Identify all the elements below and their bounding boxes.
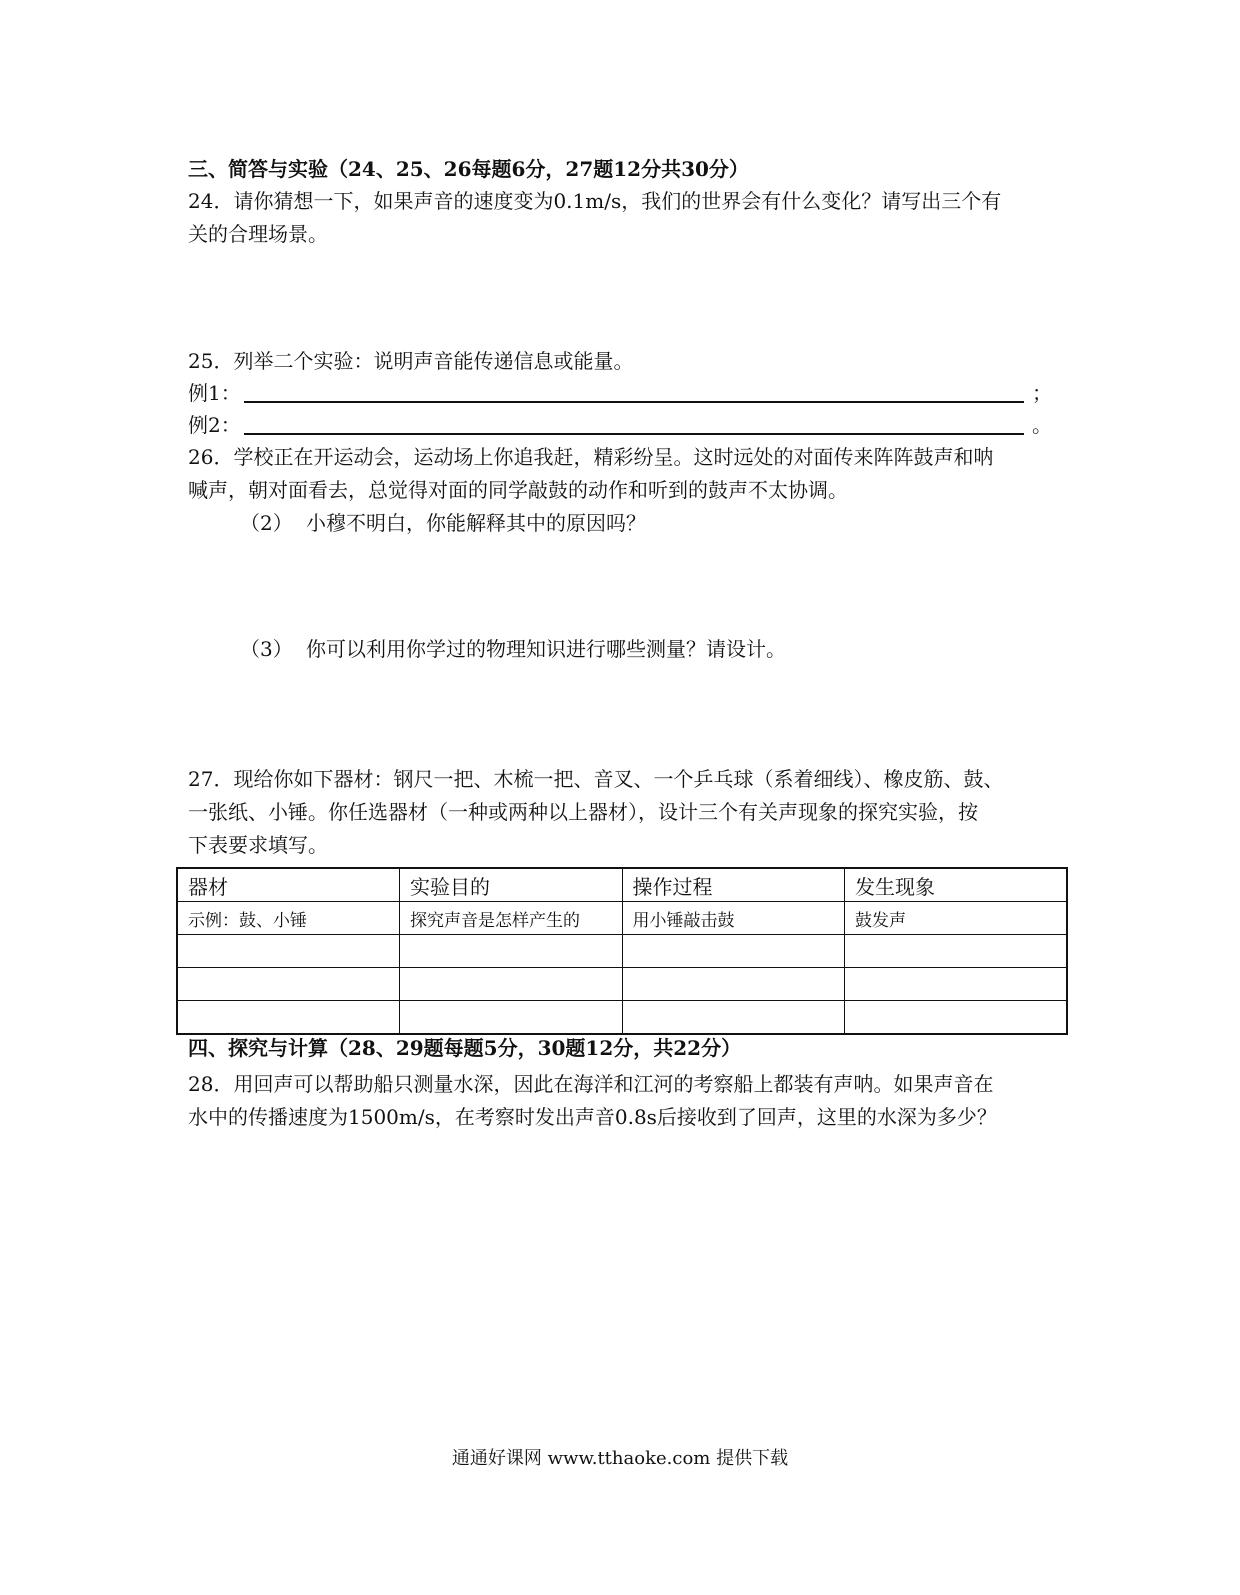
table-answer-cell[interactable] [400, 1001, 623, 1035]
q28-line-1: 28．用回声可以帮助船只测量水深，因此在海洋和江河的考察船上都装有声呐。如果声音在 [188, 1072, 994, 1096]
table-answer-cell[interactable] [845, 968, 1068, 1001]
table-cell: 鼓发声 [845, 902, 1068, 935]
table-cell: 示例：鼓、小锤 [177, 902, 400, 935]
q27-line-1: 27．现给你如下器材：钢尺一把、木梳一把、音叉、一个乒乓球（系着细线）、橡皮筋、鼓、 [188, 767, 1004, 791]
table-answer-cell[interactable] [622, 968, 845, 1001]
q28-line-2: 水中的传播速度为1500m/s，在考察时发出声音0.8s后接收到了回声，这里的水深为多少？ [188, 1105, 997, 1129]
q25-example-2-answer-line[interactable] [244, 433, 1024, 435]
q27-line-2: 一张纸、小锤。你任选器材（一种或两种以上器材），设计三个有关声现象的探究实验，按 [188, 800, 978, 824]
table-example-row [177, 902, 1067, 935]
table-answer-cell[interactable] [845, 935, 1068, 968]
q24-line-1: 24．请你猜想一下，如果声音的速度变为0.1m/s，我们的世界会有什么变化？请写出三个有 [188, 189, 1002, 213]
section-3-title: 三、简答与实验（24、25、26每题6分，27题12分共30分） [188, 157, 749, 181]
q26-sub-3-text: 你可以利用你学过的物理知识进行哪些测量？请设计。 [306, 637, 786, 661]
table-row [177, 935, 1067, 968]
q25-example-2-label: 例2： [188, 413, 241, 437]
q26-sub-3-number: （3） [240, 637, 293, 661]
q27-experiment-table [176, 867, 1068, 1035]
table-header-cell: 操作过程 [622, 868, 845, 902]
q26-line-2: 喊声，朝对面看去，总觉得对面的同学敲鼓的动作和听到的鼓声不太协调。 [188, 478, 848, 502]
table-answer-cell[interactable] [177, 935, 400, 968]
table-header-row [177, 868, 1067, 902]
page-footer: 通通好课网 www.tthaoke.com 提供下载 [451, 1448, 789, 1469]
table-header-cell: 发生现象 [845, 868, 1068, 902]
table-answer-cell[interactable] [622, 935, 845, 968]
table-answer-cell[interactable] [622, 1001, 845, 1035]
table-answer-cell[interactable] [400, 968, 623, 1001]
table-cell: 探究声音是怎样产生的 [400, 902, 623, 935]
table-header-cell: 器材 [177, 868, 400, 902]
q26-sub-2-text: 小穆不明白，你能解释其中的原因吗？ [306, 511, 646, 535]
table-header-cell: 实验目的 [400, 868, 623, 902]
q25-example-2-end: 。 [1032, 413, 1052, 437]
table-cell: 用小锤敲击鼓 [622, 902, 845, 935]
q24-line-2: 关的合理场景。 [188, 222, 328, 246]
q26-line-1: 26．学校正在开运动会，运动场上你追我赶，精彩纷呈。这时远处的对面传来阵阵鼓声和呐 [188, 445, 994, 469]
table-answer-cell[interactable] [845, 1001, 1068, 1035]
q25-example-1-answer-line[interactable] [244, 401, 1024, 403]
q25-example-1-end: ； [1032, 381, 1052, 405]
q27-line-3: 下表要求填写。 [188, 833, 328, 857]
table-answer-cell[interactable] [400, 935, 623, 968]
table-row [177, 968, 1067, 1001]
table-answer-cell[interactable] [177, 1001, 400, 1035]
table-answer-cell[interactable] [177, 968, 400, 1001]
section-4-title: 四、探究与计算（28、29题每题5分，30题12分，共22分） [188, 1036, 742, 1060]
q25-text: 25．列举二个实验：说明声音能传递信息或能量。 [188, 349, 634, 373]
table-row [177, 1001, 1067, 1035]
q26-sub-2-number: （2） [240, 511, 293, 535]
q25-example-1-label: 例1： [188, 381, 241, 405]
